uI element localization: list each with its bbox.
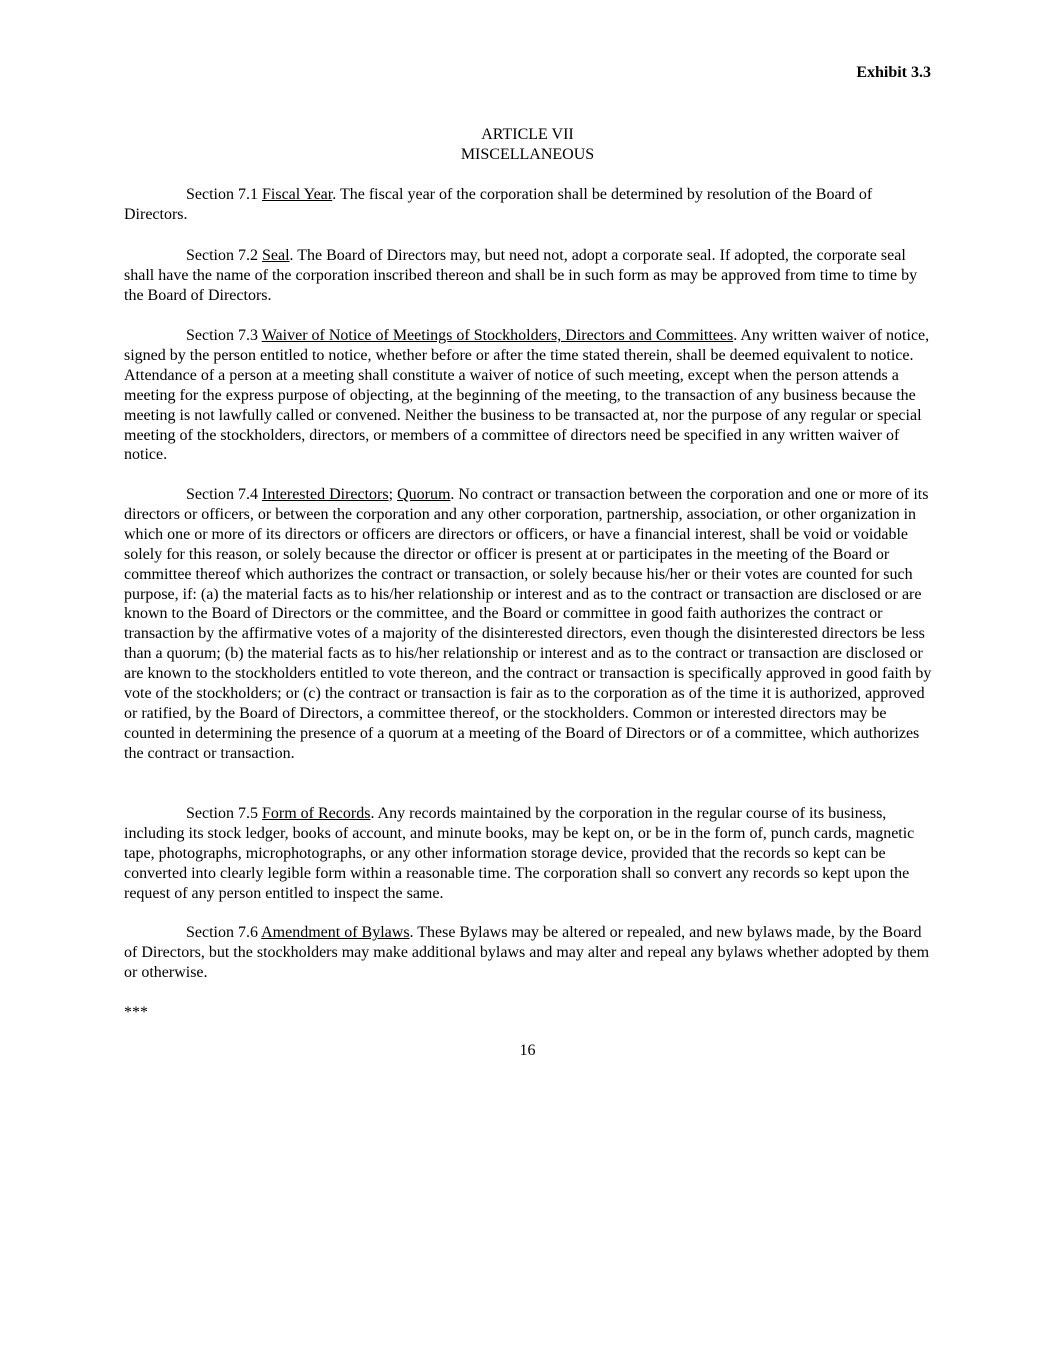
article-title: MISCELLANEOUS (460, 146, 595, 163)
section-body: . Any written waiver of notice, signed by the person entitled to notice, whether before or after the time stated therein, shall be deemed equivalent to notice. Attendance of a person at a meeting shall constitute a waiver of notice of such meeting, except when the person attends a meeting for the express purpose of objecting, at the beginning of the meeting, to the transaction of any business because the meeting is not lawfully called or convened. Neither the business to be transacted at, nor the purpose of any regular or special meeting of the stockholders, directors, or members of a committee of directors need be specified in any written waiver of notice. (124, 327, 930, 464)
section-prefix: Section 7.4 (186, 486, 258, 503)
section-heading: Waiver of Notice of Meetings of Stockholders, Directors and Committees (261, 327, 734, 344)
section-body: . These Bylaws may be altered or repealed, and new bylaws made, by the Board of Directors, but the stockholders may make additional bylaws and may alter and repeal any bylaws whether adopted by them or otherwise. (124, 924, 930, 981)
section-prefix: Section 7.5 (186, 805, 258, 822)
section-7-6 (124, 923, 932, 983)
section-prefix: Section 7.6 (186, 924, 258, 941)
section-heading-separator: ; (388, 486, 398, 503)
section-heading: Amendment of Bylaws (261, 924, 410, 941)
article-number: ARTICLE VII (481, 126, 574, 143)
section-heading: Seal (262, 247, 290, 264)
section-heading: Fiscal Year (262, 186, 333, 203)
section-7-3 (124, 326, 932, 465)
section-body: . The fiscal year of the corporation shall be determined by resolution of the Board of Directors. (124, 186, 873, 223)
page-number: 16 (519, 1042, 536, 1059)
section-heading: Interested Directors (262, 486, 389, 503)
section-7-4 (124, 485, 932, 764)
section-prefix: Section 7.3 (186, 327, 258, 344)
section-body: . The Board of Directors may, but need not, adopt a corporate seal. If adopted, the corporate seal shall have the name of the corporation inscribed thereon and shall be in such form as may be approved from time to time by the Board of Directors. (124, 247, 918, 304)
section-prefix: Section 7.2 (186, 247, 258, 264)
section-heading-secondary: Quorum (397, 486, 451, 503)
section-7-5 (124, 804, 932, 904)
section-prefix: Section 7.1 (186, 186, 258, 203)
section-7-2 (124, 246, 932, 306)
section-heading: Form of Records (262, 805, 371, 822)
section-body: . No contract or transaction between the corporation and one or more of its directors or officers, or between the corporation and any other corporation, partnership, association, or other organization in which one or more of its directors or officers are directors or officers, or have a financial interest, shall be void or voidable solely for this reason, or solely because the director or officer is present at or participates in the meeting of the Board or committee thereof which authorizes the contract or transaction, or solely because his/her or their votes are counted for such purpose, if: (a) the material facts as to his/her relationship or interest and as to the contract or transaction are disclosed or are known to the Board of Directors or the committee, and the Board or committee in good faith authorizes the contract or transaction by the affirmative votes of a majority of the disinterested directors, even though the disinterested directors be less than a quorum; (b) the material facts as to his/her relationship or interest and as to the contract or transaction are disclosed or are known to the stockholders entitled to vote thereon, and the contract or transaction is specifically approved in good faith by vote of the stockholders; or (c) the contract or transaction is fair as to the corporation as of the time it is authorized, approved or ratified, by the Board of Directors, a committee thereof, or the stockholders. Common or interested directors may be counted in determining the presence of a quorum at a meeting of the Board of Directors or of a committee, which authorizes the contract or transaction. (124, 486, 932, 762)
end-marker: *** (124, 1004, 148, 1021)
exhibit-label: Exhibit 3.3 (856, 64, 931, 81)
section-7-1 (124, 185, 932, 225)
section-body: . Any records maintained by the corporation in the regular course of its business, including its stock ledger, books of account, and minute books, may be kept on, or be in the form of, punch cards, magnetic tape, photographs, microphotographs, or any other information storage device, provided that the records so kept can be converted into clearly legible form within a reasonable time. The corporation shall so convert any records so kept upon the request of any person entitled to inspect the same. (124, 805, 915, 902)
